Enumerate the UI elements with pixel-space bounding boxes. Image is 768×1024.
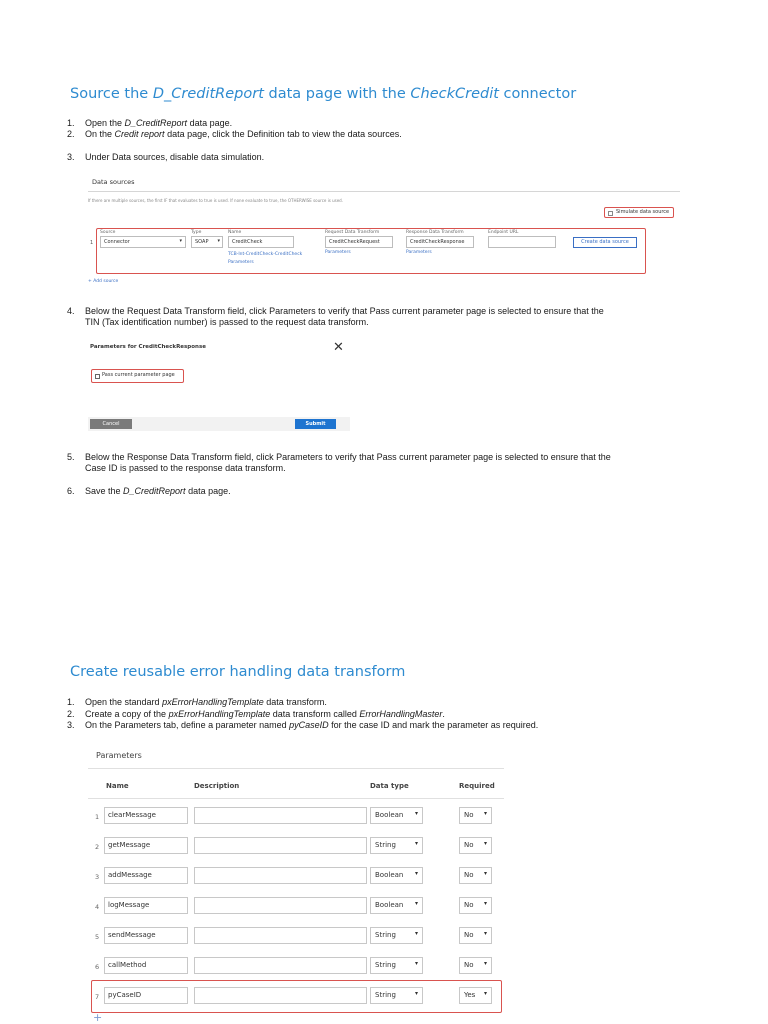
source-select[interactable]: Connector ▾ xyxy=(100,236,186,248)
row-number: 6 xyxy=(95,963,100,971)
dialog-title: Parameters for CreditCheckResponse xyxy=(90,344,206,350)
chevron-down-icon: ▾ xyxy=(414,870,418,877)
table-row xyxy=(88,953,504,983)
data-sources-title: Data sources xyxy=(92,178,135,186)
data-type-select[interactable]: String ▾ xyxy=(370,837,423,854)
parameter-description-field[interactable] xyxy=(194,807,367,824)
chevron-down-icon: ▾ xyxy=(414,990,418,997)
chevron-down-icon: ▾ xyxy=(483,870,487,877)
parameters-dialog xyxy=(88,340,348,432)
response-parameters-link[interactable]: Parameters xyxy=(406,250,432,255)
parameter-name-field[interactable]: sendMessage xyxy=(104,927,188,944)
required-select[interactable]: No ▾ xyxy=(459,807,492,824)
required-select[interactable]: No ▾ xyxy=(459,957,492,974)
endpoint-url-label: Endpoint URL xyxy=(488,230,519,235)
parameter-name-field[interactable]: clearMessage xyxy=(104,807,188,824)
section2-heading: Create reusable error handling data transform xyxy=(70,664,406,680)
parameter-description-field[interactable] xyxy=(194,837,367,854)
chevron-down-icon: ▾ xyxy=(414,840,418,847)
row-number: 1 xyxy=(90,240,94,246)
chevron-down-icon: ▾ xyxy=(483,930,487,937)
simulate-data-source-checkbox[interactable]: Simulate data source xyxy=(604,207,674,218)
divider xyxy=(88,798,504,799)
data-type-select[interactable]: Boolean ▾ xyxy=(370,807,423,824)
create-data-source-button[interactable]: Create data source xyxy=(573,237,637,248)
pass-current-parameter-page-checkbox[interactable]: Pass current parameter page xyxy=(91,369,184,383)
data-type-select[interactable]: Boolean ▾ xyxy=(370,897,423,914)
header-required: Required xyxy=(459,782,495,790)
row-number: 1 xyxy=(95,813,100,821)
cancel-button[interactable]: Cancel xyxy=(90,419,132,429)
submit-button[interactable]: Submit xyxy=(295,419,336,429)
chevron-down-icon: ▾ xyxy=(483,840,487,847)
name-label: Name xyxy=(228,230,242,235)
parameter-name-field[interactable]: pyCaseID xyxy=(104,987,188,1004)
chevron-down-icon: ▾ xyxy=(414,960,418,967)
parameter-name-field[interactable]: logMessage xyxy=(104,897,188,914)
header-description: Description xyxy=(194,782,240,790)
data-sources-panel xyxy=(88,172,680,282)
plus-icon[interactable]: + xyxy=(93,1011,103,1024)
header-data-type: Data type xyxy=(370,782,409,790)
header-name: Name xyxy=(106,782,129,790)
name-field[interactable]: CreditCheck xyxy=(228,236,294,248)
checkbox-icon xyxy=(608,211,613,216)
required-select[interactable]: No ▾ xyxy=(459,927,492,944)
parameter-name-field[interactable]: callMethod xyxy=(104,957,188,974)
table-row xyxy=(88,863,504,893)
type-label: Type xyxy=(191,230,202,235)
parameter-description-field[interactable] xyxy=(194,867,367,884)
name-parameters-link[interactable]: Parameters xyxy=(228,260,254,265)
table-row xyxy=(88,893,504,923)
checkbox-checked-icon xyxy=(95,374,100,379)
parameter-description-field[interactable] xyxy=(194,927,367,944)
required-select[interactable]: Yes ▾ xyxy=(459,987,492,1004)
request-transform-field[interactable]: CreditCheckRequest xyxy=(325,236,393,248)
divider xyxy=(88,768,504,769)
row-number: 5 xyxy=(95,933,100,941)
chevron-down-icon: ▾ xyxy=(483,990,487,997)
chevron-down-icon: ▾ xyxy=(483,900,487,907)
row-number: 4 xyxy=(95,903,100,911)
data-type-select[interactable]: String ▾ xyxy=(370,927,423,944)
parameter-name-field[interactable]: getMessage xyxy=(104,837,188,854)
required-select[interactable]: No ▾ xyxy=(459,867,492,884)
endpoint-url-field[interactable] xyxy=(488,236,556,248)
data-sources-note: If there are multiple sources, the first IF that evaluates to true is used. If none evaluate to true, the OTHERWISE source is used. xyxy=(88,198,343,203)
add-source-link[interactable]: + Add source xyxy=(88,279,119,284)
row-number: 3 xyxy=(95,873,100,881)
response-transform-label: Response Data Transform xyxy=(406,230,464,235)
parameter-description-field[interactable] xyxy=(194,897,367,914)
parameters-title: Parameters xyxy=(96,751,142,760)
name-class-link[interactable]: TCB-Int-CreditCheck-CreditCheck xyxy=(228,252,303,257)
chevron-down-icon: ▾ xyxy=(483,960,487,967)
chevron-down-icon: ▾ xyxy=(483,810,487,817)
table-row xyxy=(88,833,504,863)
required-select[interactable]: No ▾ xyxy=(459,837,492,854)
parameter-name-field[interactable]: addMessage xyxy=(104,867,188,884)
data-type-select[interactable]: Boolean ▾ xyxy=(370,867,423,884)
row-number: 2 xyxy=(95,843,100,851)
chevron-down-icon: ▾ xyxy=(414,930,418,937)
data-type-select[interactable]: String ▾ xyxy=(370,987,423,1004)
request-transform-label: Request Data Transform xyxy=(325,230,380,235)
pycaseid-row-highlight xyxy=(91,980,502,1013)
parameters-table xyxy=(88,746,504,1024)
section1-heading: Source the D_CreditReport data page with the CheckCredit connector xyxy=(70,86,577,102)
close-icon[interactable]: ✕ xyxy=(333,340,344,355)
response-transform-field[interactable]: CreditCheckResponse xyxy=(406,236,474,248)
table-row xyxy=(88,923,504,953)
type-select[interactable]: SOAP ▾ xyxy=(191,236,223,248)
chevron-down-icon: ▾ xyxy=(414,810,418,817)
row-number: 7 xyxy=(95,993,100,1001)
parameter-description-field[interactable] xyxy=(194,957,367,974)
data-type-select[interactable]: String ▾ xyxy=(370,957,423,974)
table-row xyxy=(88,803,504,833)
required-select[interactable]: No ▾ xyxy=(459,897,492,914)
source-label: Source xyxy=(100,230,116,235)
request-parameters-link[interactable]: Parameters xyxy=(325,250,351,255)
divider xyxy=(88,191,680,192)
chevron-down-icon: ▾ xyxy=(414,900,418,907)
